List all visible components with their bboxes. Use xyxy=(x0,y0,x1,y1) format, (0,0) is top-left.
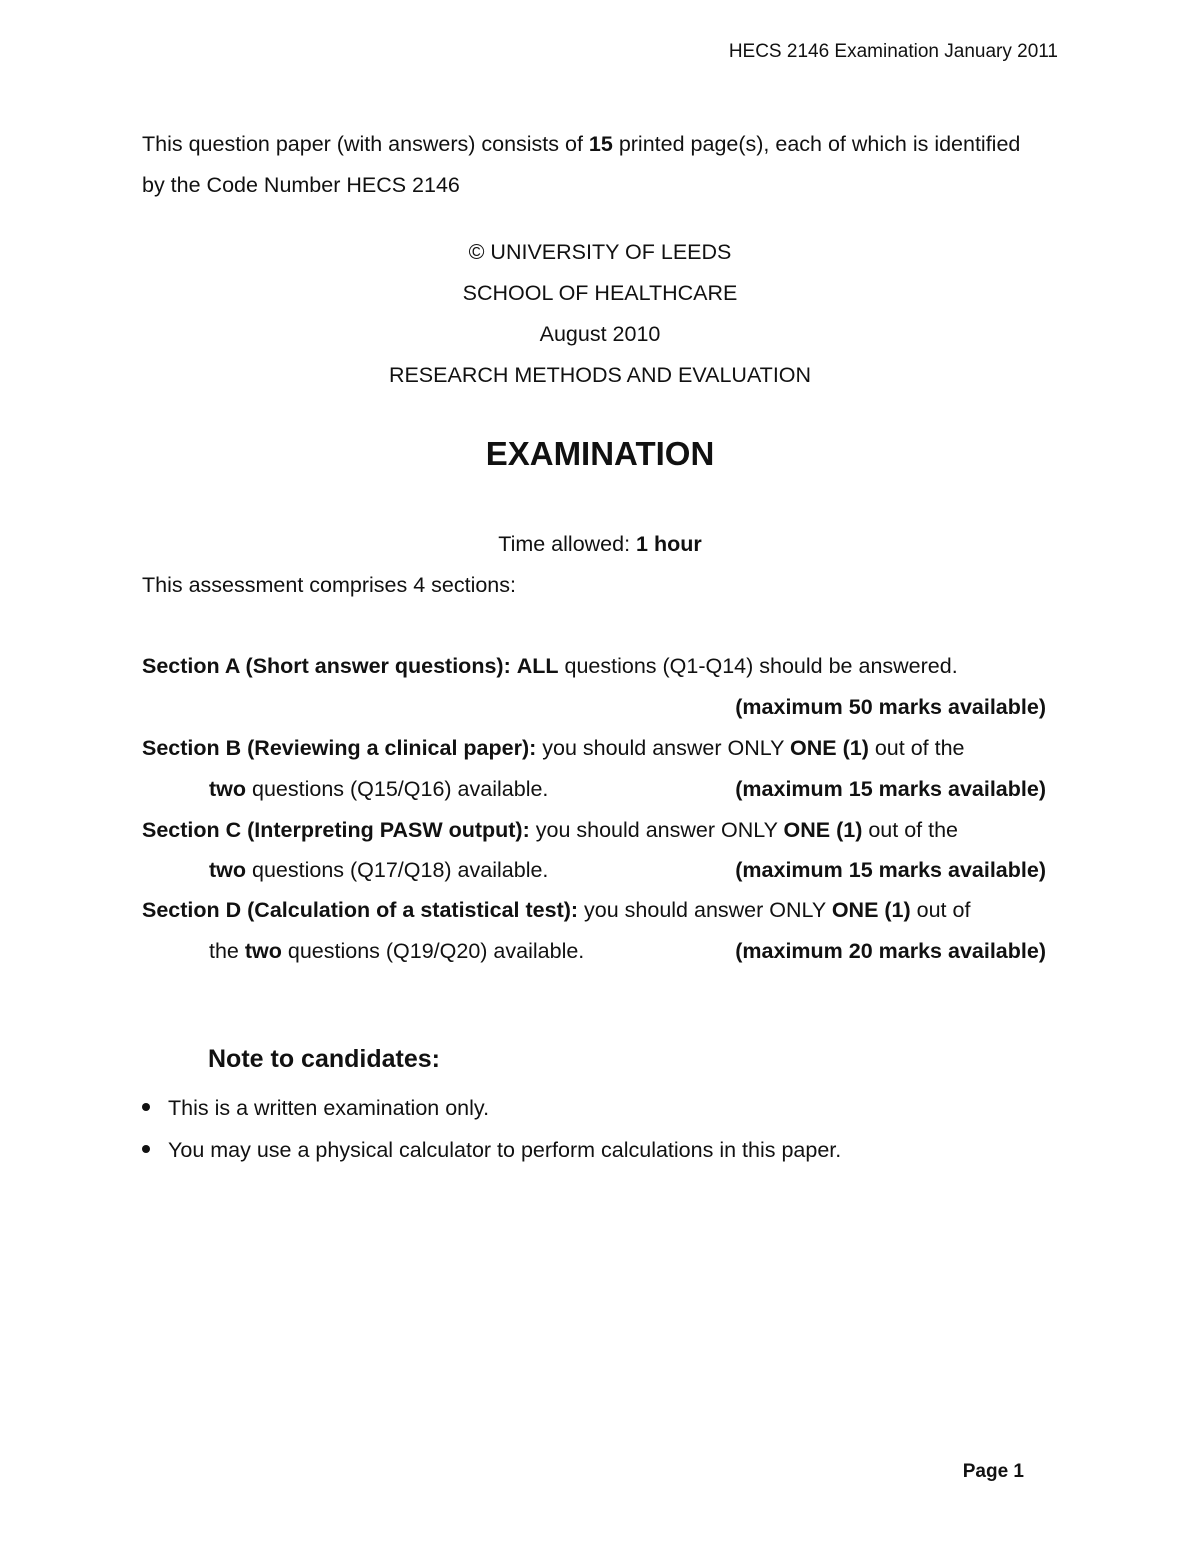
copyright-line: © UNIVERSITY OF LEEDS xyxy=(468,240,732,264)
section-d-heading: Section D (Calculation of a statistical test): xyxy=(142,898,579,922)
section-c-text1: you should answer ONLY xyxy=(529,818,784,842)
section-a-marks: (maximum 50 marks available) xyxy=(735,695,1046,719)
time-label: Time allowed: xyxy=(498,532,637,556)
note-item xyxy=(142,1096,489,1121)
section-c-text2: out of the xyxy=(862,818,959,842)
page-count: 15 xyxy=(588,132,613,156)
exam-date: August 2010 xyxy=(539,322,661,346)
note-item xyxy=(142,1138,841,1163)
notes-heading: Note to candidates: xyxy=(208,1045,440,1073)
section-d-one: ONE (1) xyxy=(831,898,911,922)
page-number: Page 1 xyxy=(962,1461,1024,1482)
bullet-icon xyxy=(142,1103,150,1111)
section-d-text2: out of xyxy=(910,898,971,922)
note-item-text: You may use a physical calculator to perform calculations in this paper. xyxy=(168,1138,842,1162)
note-item-text: This is a written examination only. xyxy=(168,1096,490,1120)
section-a-heading: Section A (Short answer questions): xyxy=(142,654,511,678)
section-b-heading: Section B (Reviewing a clinical paper): xyxy=(142,736,537,760)
module-title: RESEARCH METHODS AND EVALUATION xyxy=(388,363,812,387)
section-d-line xyxy=(142,898,970,923)
time-allowed xyxy=(0,532,1200,557)
running-header: HECS 2146 Examination January 2011 xyxy=(728,41,1058,62)
section-d-two: two xyxy=(244,939,282,963)
section-d-the: the xyxy=(209,939,245,963)
section-d-text1: you should answer ONLY xyxy=(578,898,832,922)
intro-paragraph xyxy=(142,124,1042,206)
section-b-line xyxy=(142,736,965,761)
time-value: 1 hour xyxy=(636,532,702,556)
section-b-line2 xyxy=(209,777,548,802)
section-b-marks: (maximum 15 marks available) xyxy=(735,777,1046,801)
section-b-text3: questions (Q15/Q16) available. xyxy=(246,777,549,801)
section-a-rest: questions (Q1-Q14) should be answered. xyxy=(558,654,958,678)
section-a-all: ALL xyxy=(516,654,559,678)
bullet-icon xyxy=(142,1145,150,1153)
intro-text-before: This question paper (with answers) consists of xyxy=(142,132,589,156)
sections-intro: This assessment comprises 4 sections: xyxy=(142,573,516,597)
section-d-text3: questions (Q19/Q20) available. xyxy=(281,939,585,963)
section-c-line2 xyxy=(209,858,548,883)
section-b-two: two xyxy=(209,777,247,801)
section-c-line xyxy=(142,818,958,843)
intro-text-after: printed page(s), each of which is identified by the Code Number HECS 2146 xyxy=(142,132,1021,197)
section-d-marks: (maximum 20 marks available) xyxy=(735,939,1046,963)
section-d-line2 xyxy=(209,939,584,964)
section-c-one: ONE (1) xyxy=(783,818,863,842)
school-name: SCHOOL OF HEALTHCARE xyxy=(462,281,738,305)
section-c-marks: (maximum 15 marks available) xyxy=(735,858,1046,882)
section-c-heading: Section C (Interpreting PASW output): xyxy=(142,818,530,842)
section-a-line xyxy=(142,654,958,679)
section-b-text1: you should answer ONLY xyxy=(536,736,791,760)
exam-title: EXAMINATION xyxy=(485,435,715,472)
section-c-text3: questions (Q17/Q18) available. xyxy=(246,858,549,882)
section-b-one: ONE (1) xyxy=(790,736,869,760)
section-c-two: two xyxy=(209,858,247,882)
section-b-text2: out of the xyxy=(868,736,965,760)
